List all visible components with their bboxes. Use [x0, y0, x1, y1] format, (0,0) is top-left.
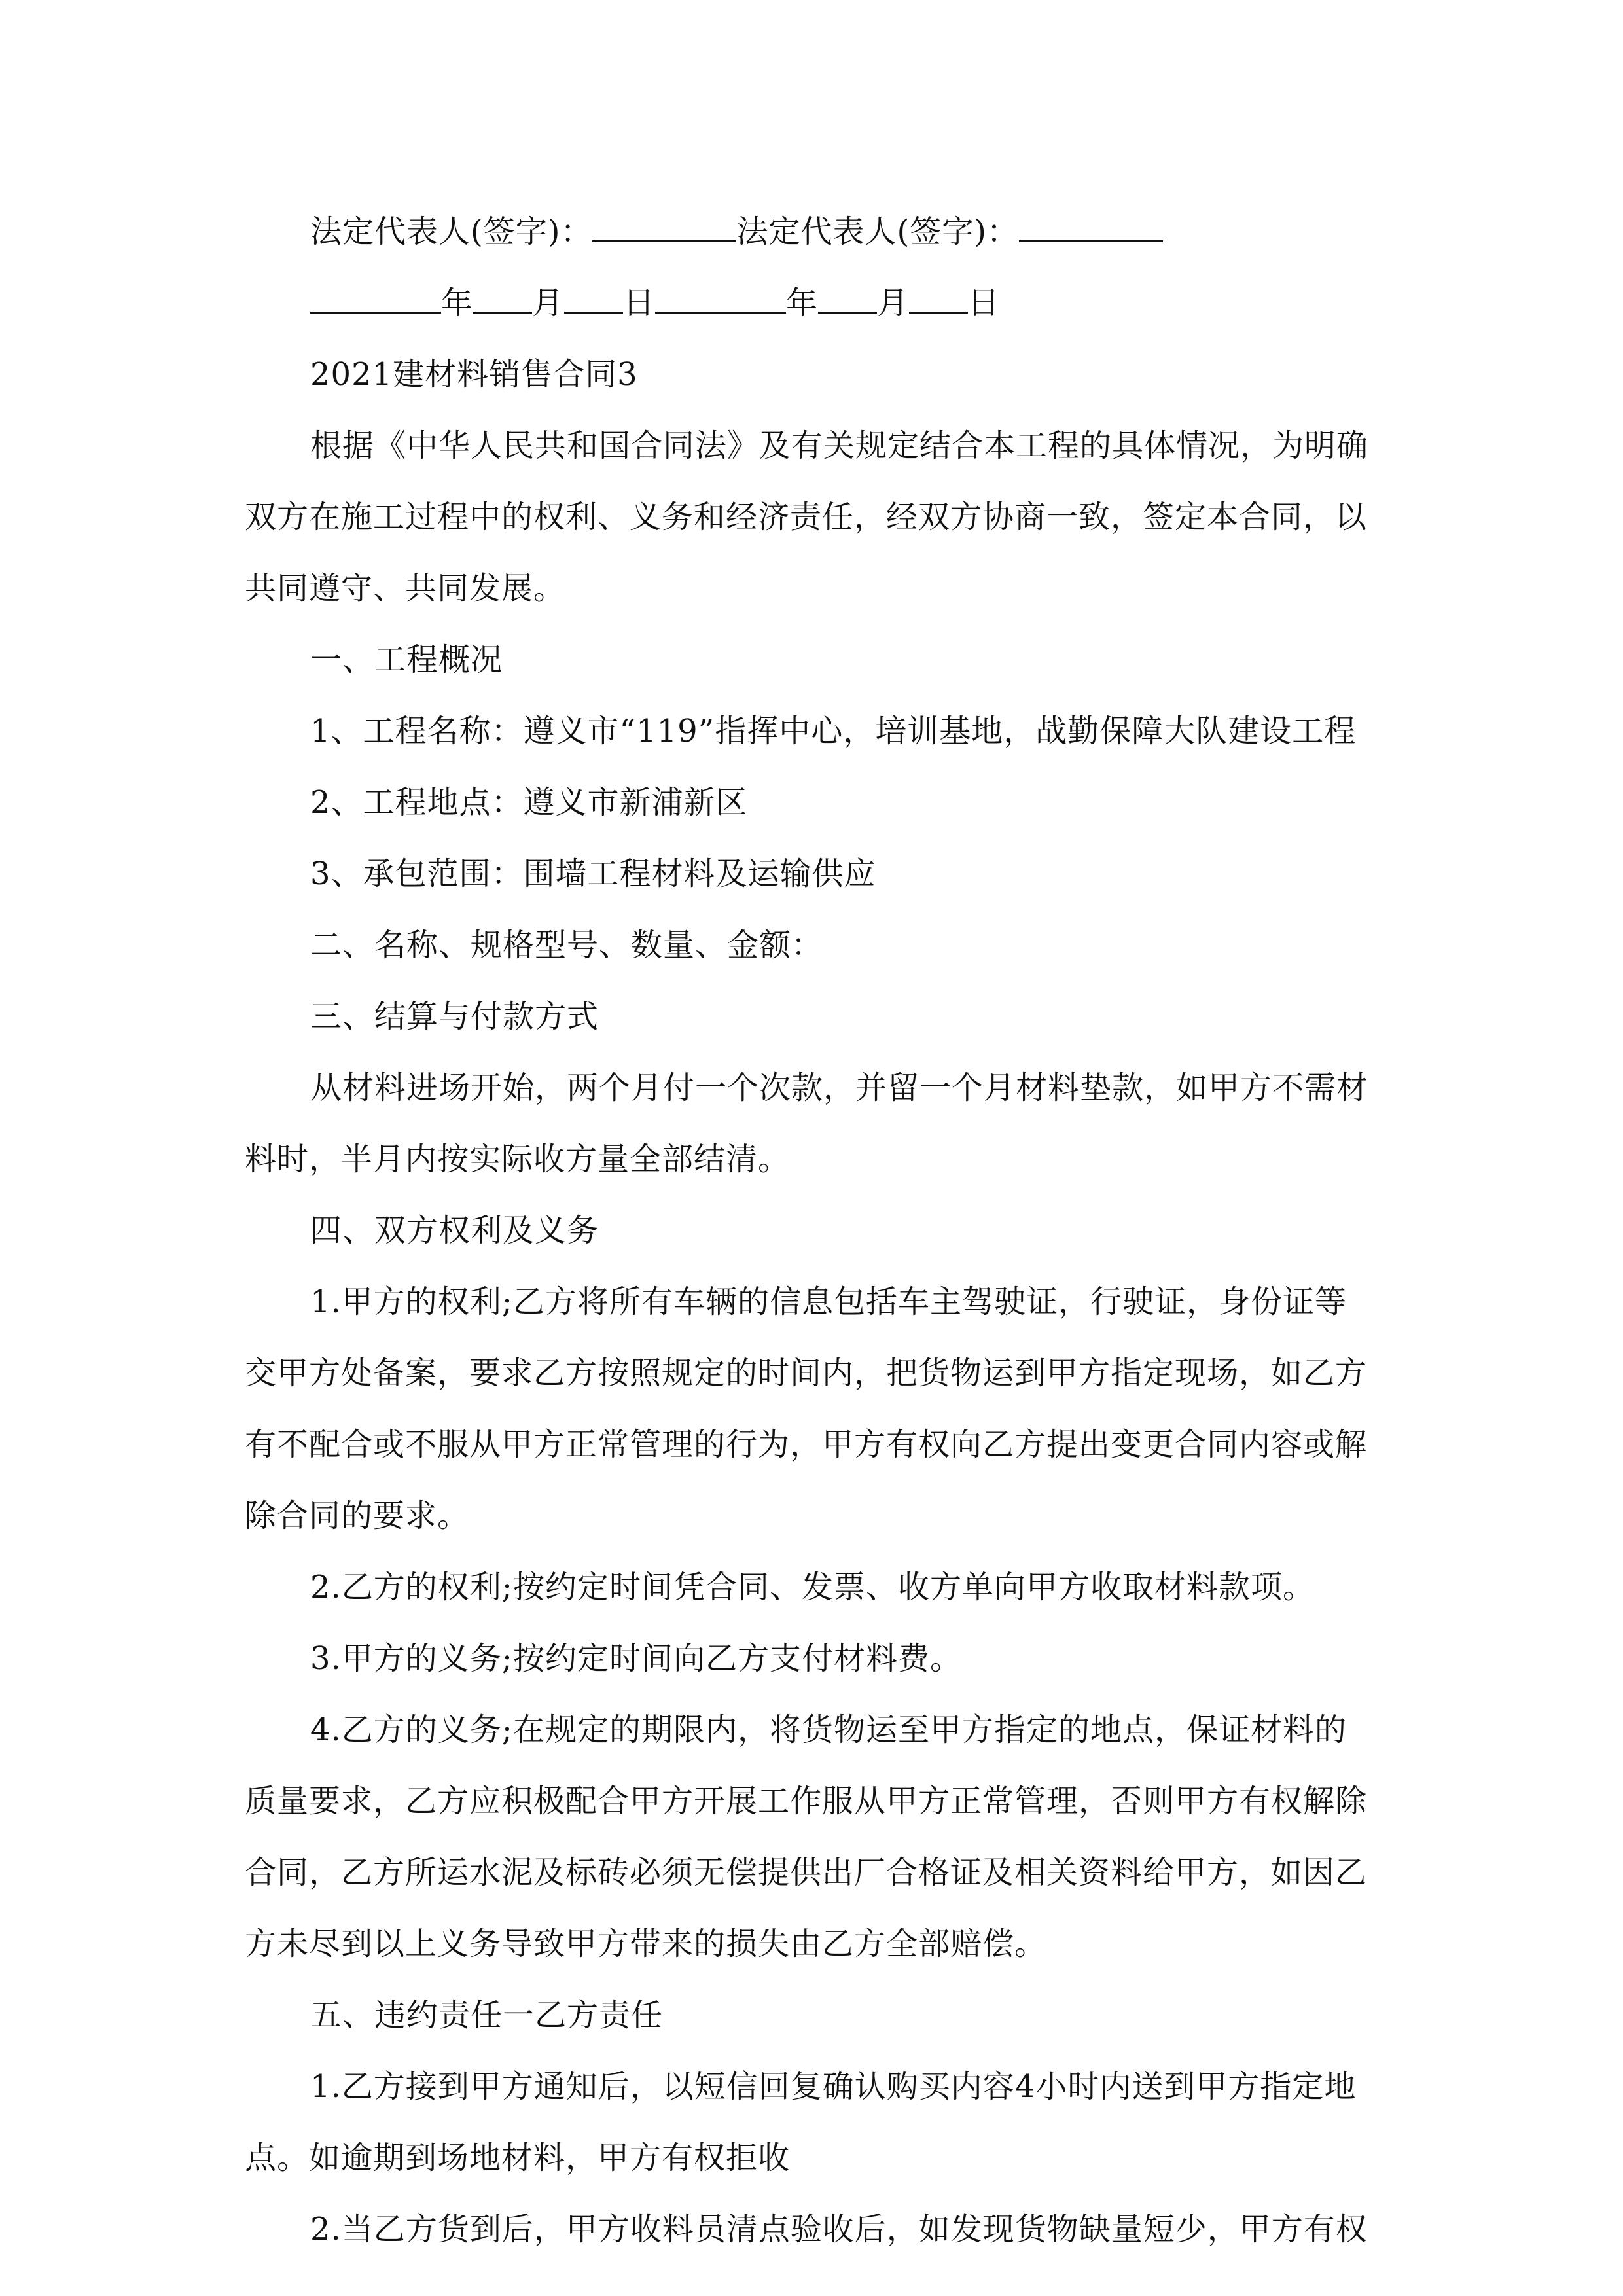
document-title: 2021建材料销售合同3 [310, 356, 638, 393]
body-line: 4.乙方的义务;在规定的期限内，将货物运至甲方指定的地点，保证材料的 [310, 1712, 1347, 1748]
body-line: 根据《中华人民共和国合同法》及有关规定结合本工程的具体情况，为明确 [310, 427, 1369, 464]
body-line: 2.当乙方货到后，甲方收料员清点验收后，如发现货物缺量短少，甲方有权 [310, 2211, 1368, 2248]
month-blank-b [818, 285, 877, 314]
section-heading: 五、违约责任一乙方责任 [310, 1997, 664, 2034]
body-line: 1.甲方的权利;乙方将所有车辆的信息包括车主驾驶证，行驶证，身份证等 [310, 1283, 1347, 1320]
day-label-a: 日 [623, 285, 656, 321]
body-line: 3、承包范围：围墙工程材料及运输供应 [310, 855, 876, 892]
year-label-a: 年 [441, 285, 474, 321]
body-line: 1、工程名称：遵义市“119”指挥中心，培训基地，战勤保障大队建设工程 [310, 713, 1357, 749]
body-line: 有不配合或不服从甲方正常管理的行为，甲方有权向乙方提出变更合同内容或解 [245, 1426, 1368, 1463]
section-heading: 二、名称、规格型号、数量、金额： [310, 927, 824, 963]
signature-blank-b [1019, 214, 1163, 242]
year-label-b: 年 [786, 285, 819, 321]
month-label-a: 月 [532, 285, 565, 321]
signature-label-a: 法定代表人(签字)： [310, 213, 593, 250]
body-line: 2、工程地点：遵义市新浦新区 [310, 784, 748, 821]
body-line: 质量要求，乙方应积极配合甲方开展工作服从甲方正常管理，否则甲方有权解除 [245, 1783, 1368, 1820]
month-label-b: 月 [877, 285, 910, 321]
body-line: 合同，乙方所运水泥及标砖必须无偿提供出厂合格证及相关资料给甲方，如因乙 [245, 1854, 1368, 1891]
section-heading: 一、工程概况 [310, 641, 503, 678]
section-heading: 三、结算与付款方式 [310, 998, 599, 1035]
year-blank-a [310, 285, 441, 314]
body-line: 从材料进场开始，两个月付一个次款，并留一个月材料垫款，如甲方不需材 [310, 1069, 1369, 1106]
body-line: 共同遵守、共同发展。 [245, 570, 566, 607]
day-blank-b [909, 285, 968, 314]
signature-blank-a [592, 214, 736, 242]
section-heading: 四、双方权利及义务 [310, 1212, 599, 1249]
body-line: 2.乙方的权利;按约定时间凭合同、发票、收方单向甲方收取材料款项。 [310, 1569, 1315, 1605]
month-blank-a [473, 285, 532, 314]
body-line: 方未尽到以上义务导致甲方带来的损失由乙方全部赔偿。 [245, 1926, 1047, 1962]
signature-label-b: 法定代表人(签字)： [736, 213, 1019, 250]
body-line: 交甲方处备案，要求乙方按照规定的时间内，把货物运到甲方指定现场，如乙方 [245, 1355, 1368, 1391]
signature-line [245, 196, 1378, 268]
body-line: 料时，半月内按实际收方量全部结清。 [245, 1141, 791, 1177]
document-page [245, 196, 1378, 2265]
body-line: 点。如逾期到场地材料，甲方有权拒收 [245, 2140, 791, 2176]
body-line: 双方在施工过程中的权利、义务和经济责任，经双方协商一致，签定本合同，以 [245, 499, 1368, 535]
year-blank-b [655, 285, 786, 314]
day-blank-a [564, 285, 623, 314]
body-line: 3.甲方的义务;按约定时间向乙方支付材料费。 [310, 1640, 962, 1677]
body-line: 除合同的要求。 [245, 1498, 470, 1534]
date-line [245, 268, 1378, 339]
body-line: 1.乙方接到甲方通知后，以短信回复确认购买内容4小时内送到甲方指定地 [310, 2068, 1357, 2105]
day-label-b: 日 [968, 285, 1001, 321]
